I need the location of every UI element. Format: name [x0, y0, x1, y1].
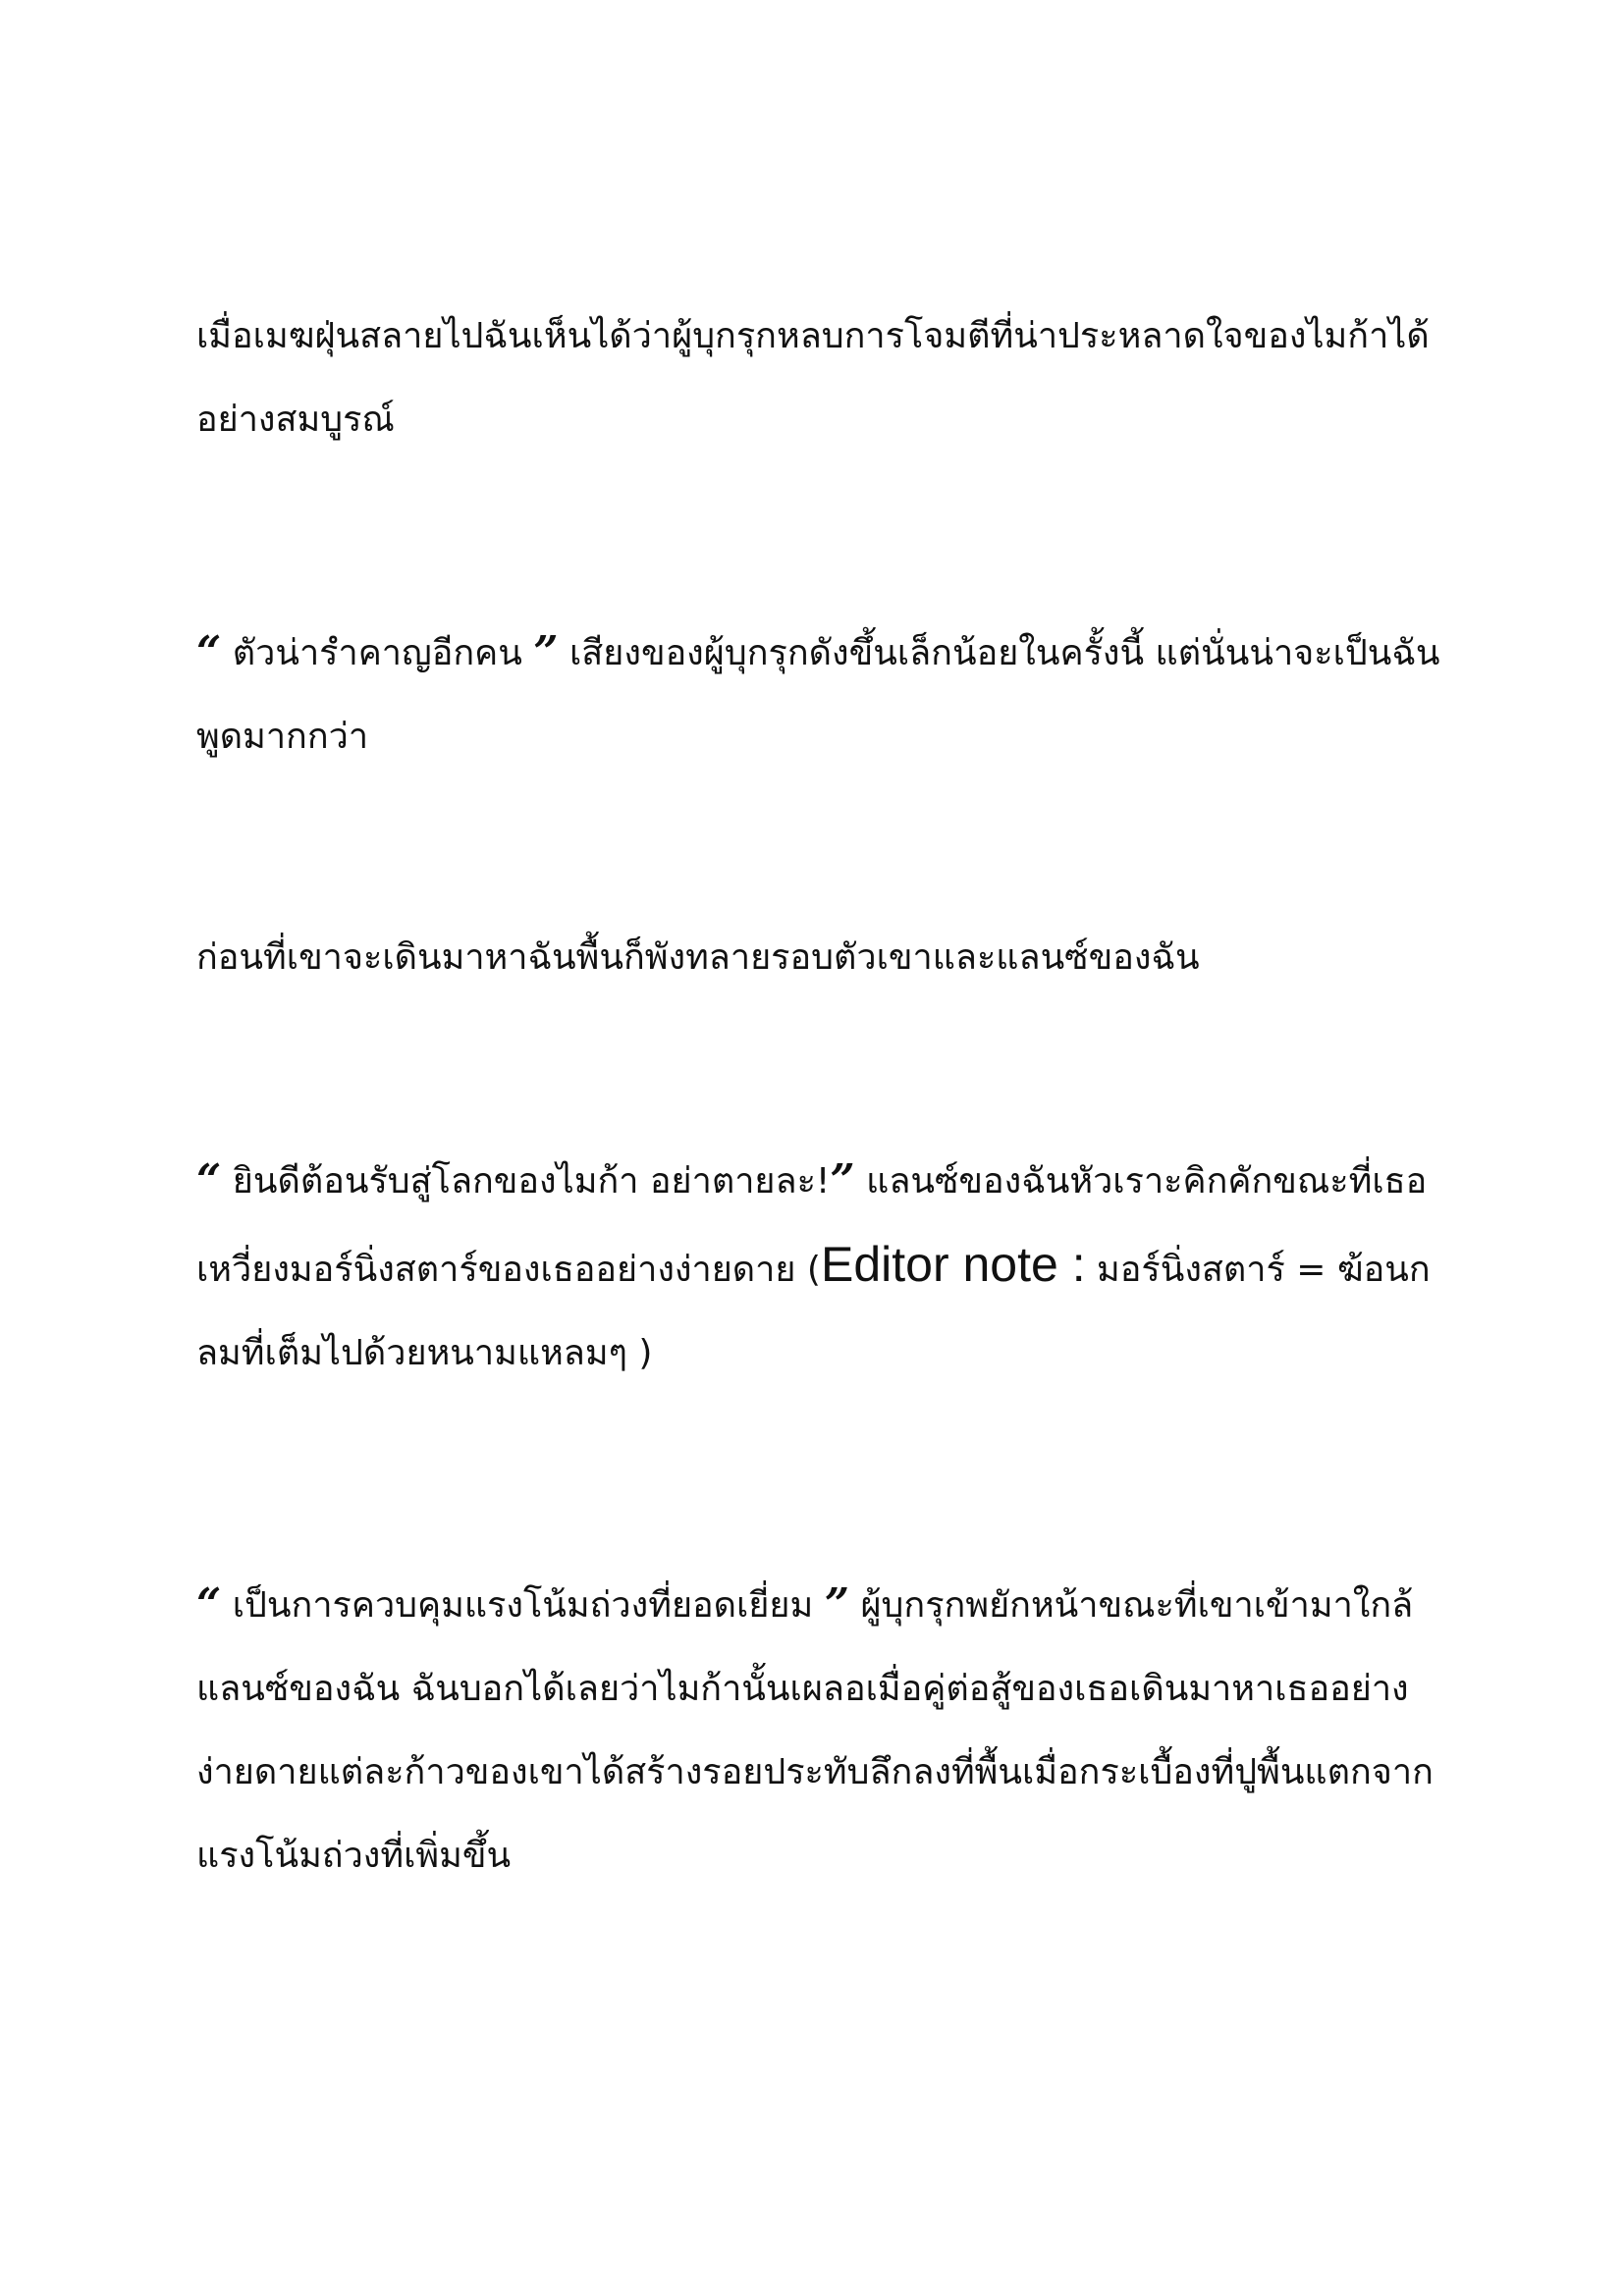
dialogue-text: ยินดีต้อนรับสู่โลกของไมก้า อย่าตายละ!	[221, 1161, 831, 1201]
dialogue-text: เป็นการควบคุมแรงโน้มถ่วงที่ยอดเยี่ยม	[221, 1585, 825, 1626]
close-quote-mark: ”	[824, 1579, 850, 1629]
dialogue-text: ตัวน่ารำคาญอีกคน	[221, 633, 534, 673]
open-quote-mark: “	[196, 1155, 222, 1205]
paragraph-5	[196, 1563, 1453, 1897]
paragraph-1	[196, 294, 1453, 461]
open-quote-mark: “	[196, 1579, 222, 1629]
paragraph-4	[196, 1139, 1453, 1395]
paragraph-1-text: เมื่อเมฆฝุ่นสลายไปฉันเห็นได้ว่าผู้บุกรุกหลบการโจมตีที่น่าประหลาดใจของไมก้าได้อย่างสมบูรณ์	[196, 316, 1430, 440]
close-quote-mark: ”	[533, 627, 559, 677]
editor-note-text: มอร์นิ่งสตาร์ = ฆ้อนกลมที่เต็มไปด้วยหนามแหลมๆ )	[196, 1250, 1431, 1373]
paragraph-3-text: ก่อนที่เขาจะเดินมาหาฉันพื้นก็พังทลายรอบตัวเขาและแลนซ์ของฉัน	[196, 937, 1200, 978]
paragraph-3	[196, 916, 1453, 999]
close-quote-mark: ”	[830, 1155, 855, 1205]
paragraph-2	[196, 611, 1453, 778]
narration-text: เสียงของผู้บุกรุกดังขึ้นเล็กน้อยในครั้งนี้ แต่นั่นน่าจะเป็นฉันพูดมากกว่า	[196, 633, 1440, 757]
editor-note-label: Editor note :	[820, 1237, 1086, 1292]
open-quote-mark: “	[196, 627, 222, 677]
narration-text: ผู้บุกรุกพยักหน้าขณะที่เขาเข้ามาใกล้แลนซ์ของฉัน ฉันบอกได้เลยว่าไมก้านั้นเผลอเมื่อคู่ต่อสู้ของเธอเดินมาหาเธออย่างง่ายดายแต่ละก้าวของเขาได้สร้างรอยประทับลึกลงที่พื้นเมื่อกระเบื้องที่ปูพื้นแตกจากแรงโน้มถ่วงที่เพิ่มขึ้น	[196, 1585, 1434, 1876]
narration-text: แลนซ์ของฉันหัวเราะคิกคักขณะที่เธอเหวี่ยงมอร์นิ่งสตาร์ของเธออย่างง่ายดาย (	[196, 1161, 1428, 1290]
